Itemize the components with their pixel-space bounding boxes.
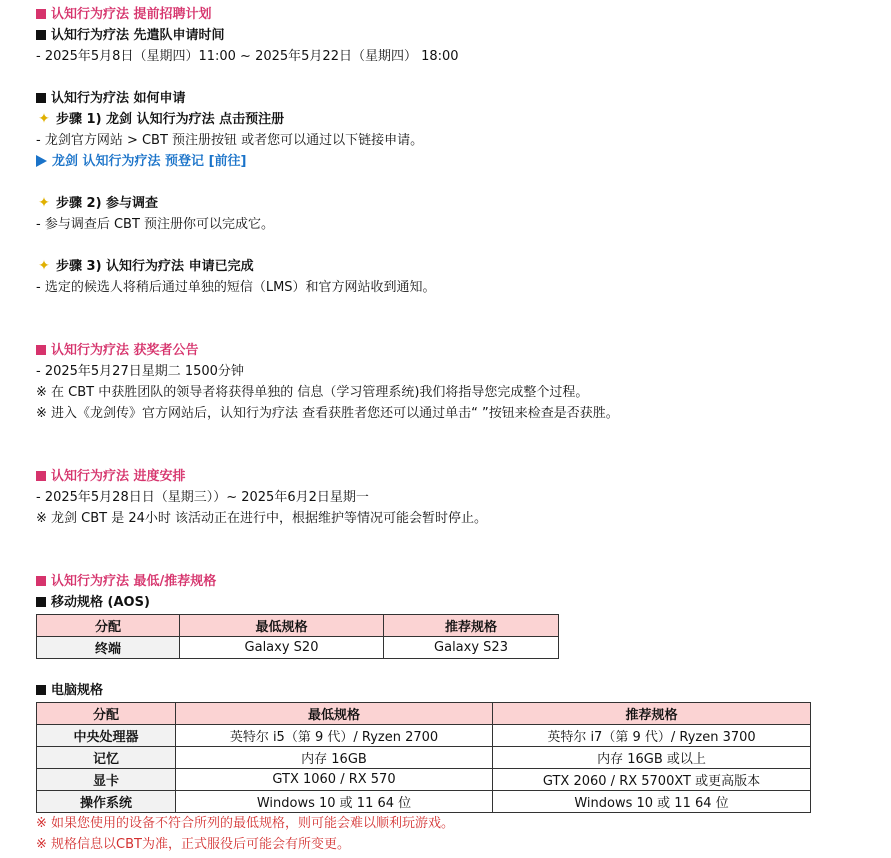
table-cell: GTX 2060 / RX 5700XT 或更高版本 [493, 769, 811, 791]
table-header-row [37, 615, 559, 637]
header-cell: 推荐规格 [384, 615, 559, 637]
schedule-line1: - 2025年5月28日日（星期三））~ 2025年6月2日星期一 [36, 490, 369, 505]
sparkle-icon: ✦ [38, 111, 50, 127]
row-label-cell: 显卡 [37, 769, 176, 791]
winners-line3: ※ 进入《龙剑传》官方网站后，认知行为疗法 查看获胜者您还可以通过单击“ ”按钮来检查是否获胜。 [36, 406, 619, 421]
plan-period: - 2025年5月8日（星期四）11:00 ~ 2025年5月22日（星期四） 18:00 [36, 49, 459, 64]
black-square-icon [36, 93, 46, 103]
step1-desc: - 龙剑官方网站 > CBT 预注册按钮 或者您可以通过以下链接申请。 [36, 133, 424, 148]
mobile-specs-table [36, 614, 559, 659]
winners-line2: ※ 在 CBT 中获胜团队的领导者将获得单独的 信息（学习管理系统)我们将指导您完成整个过程。 [36, 385, 589, 400]
step2-desc: - 参与调查后 CBT 预注册你可以完成它。 [36, 217, 275, 232]
step3-title: ✦ 步骤 3) 认知行为疗法 申请已完成 [36, 256, 891, 277]
plan-subtitle: 认知行为疗法 先遣队申请时间 [36, 25, 891, 46]
black-square-icon [36, 597, 46, 607]
row-label-cell: 操作系统 [37, 791, 176, 813]
table-cell: 内存 16GB 或以上 [493, 747, 811, 769]
table-row [37, 769, 811, 791]
table-cell: Windows 10 或 11 64 位 [493, 791, 811, 813]
black-square-icon [36, 685, 46, 695]
preregister-link[interactable]: 龙剑 认知行为疗法 预登记 [前往] [36, 151, 891, 172]
table-header-row [37, 703, 811, 725]
row-label-cell: 中央处理器 [37, 725, 176, 747]
table-row [37, 791, 811, 813]
row-label-cell: 终端 [37, 637, 180, 659]
pink-square-icon [36, 471, 46, 481]
table-cell: Galaxy S20 [180, 637, 384, 659]
header-cell: 最低规格 [180, 615, 384, 637]
table-row [37, 747, 811, 769]
table-cell: 英特尔 i7（第 9 代）/ Ryzen 3700 [493, 725, 811, 747]
table-cell: GTX 1060 / RX 570 [176, 769, 493, 791]
table-cell: 英特尔 i5（第 9 代）/ Ryzen 2700 [176, 725, 493, 747]
apply-section-title: 认知行为疗法 如何申请 [36, 88, 891, 109]
table-row [37, 725, 811, 747]
step3-desc: - 选定的候选人将稍后通过单独的短信（LMS）和官方网站收到通知。 [36, 280, 436, 295]
black-square-icon [36, 30, 46, 40]
specs-section-title: 认知行为疗法 最低/推荐规格 [36, 571, 891, 592]
pc-specs-table [36, 702, 811, 813]
winners-section-title: 认知行为疗法 获奖者公告 [36, 340, 891, 361]
mobile-specs-title: 移动规格 (AOS) [36, 592, 891, 613]
sparkle-icon: ✦ [38, 195, 50, 211]
table-cell: Galaxy S23 [384, 637, 559, 659]
row-label-cell: 记忆 [37, 747, 176, 769]
pc-specs-title: 电脑规格 [36, 680, 891, 701]
step1-title: ✦ 步骤 1) 龙剑 认知行为疗法 点击预注册 [36, 109, 891, 130]
header-cell: 分配 [37, 615, 180, 637]
header-cell: 分配 [37, 703, 176, 725]
triangle-right-icon [36, 155, 47, 167]
pink-square-icon [36, 9, 46, 19]
specs-note2: ※ 规格信息以CBT为准，正式服役后可能会有所变更。 [36, 837, 350, 852]
winners-line1: - 2025年5月27日星期二 1500分钟 [36, 364, 244, 379]
header-cell: 推荐规格 [493, 703, 811, 725]
table-cell: 内存 16GB [176, 747, 493, 769]
table-row [37, 637, 559, 659]
schedule-section-title: 认知行为疗法 进度安排 [36, 466, 891, 487]
specs-note1: ※ 如果您使用的设备不符合所列的最低规格，则可能会难以顺利玩游戏。 [36, 816, 455, 831]
schedule-line2: ※ 龙剑 CBT 是 24小时 该活动正在进行中，根据维护等情况可能会暂时停止。 [36, 511, 488, 526]
pink-square-icon [36, 576, 46, 586]
pink-square-icon [36, 345, 46, 355]
plan-section-title: 认知行为疗法 提前招聘计划 [36, 4, 891, 25]
step2-title: ✦ 步骤 2) 参与调查 [36, 193, 891, 214]
table-cell: Windows 10 或 11 64 位 [176, 791, 493, 813]
header-cell: 最低规格 [176, 703, 493, 725]
sparkle-icon: ✦ [38, 258, 50, 274]
